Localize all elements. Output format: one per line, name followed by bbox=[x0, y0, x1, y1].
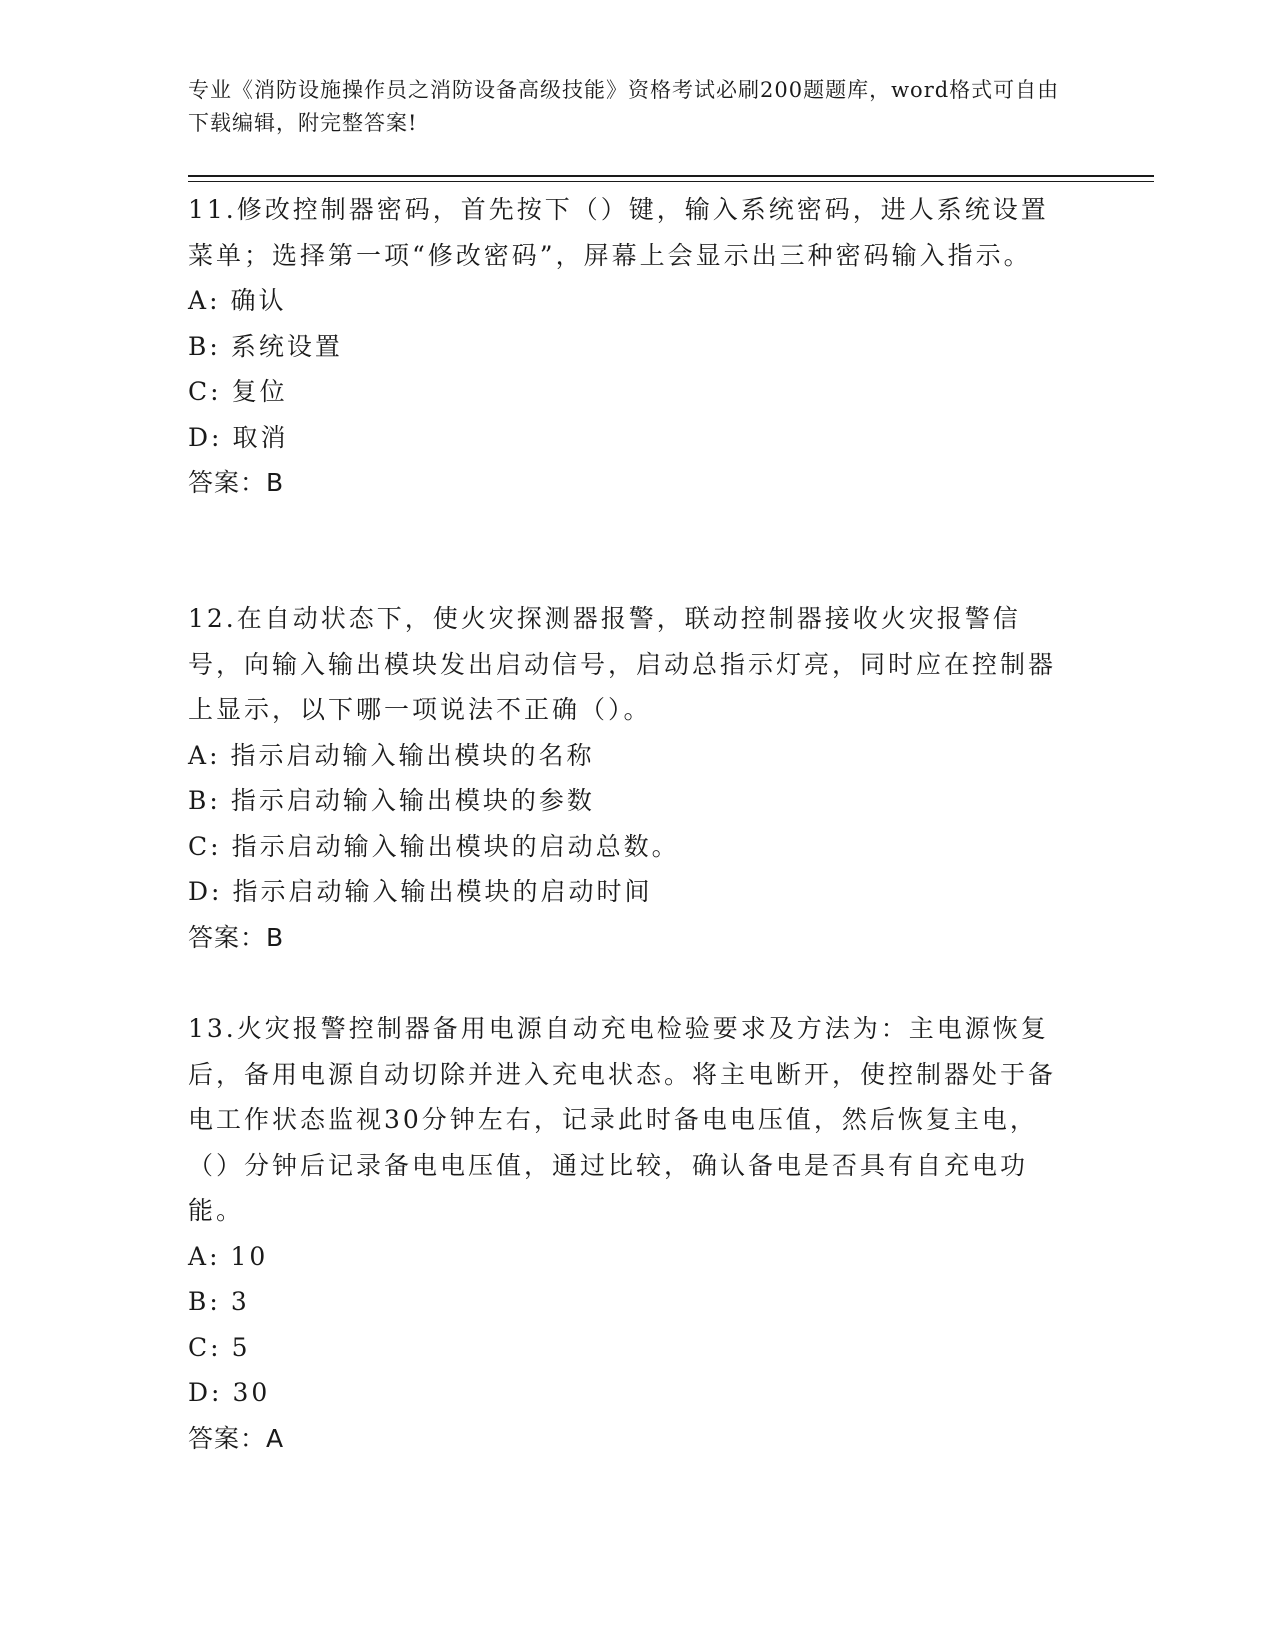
option-letter: B bbox=[188, 331, 210, 361]
header-rule-thin bbox=[188, 181, 1154, 182]
option-letter: D bbox=[188, 1378, 212, 1407]
option-separator: : bbox=[209, 740, 221, 770]
option-text: 指示启动输入输出模块的名称 bbox=[230, 740, 595, 770]
option-text: 3 bbox=[230, 1287, 250, 1316]
option-separator: : bbox=[209, 1241, 221, 1271]
question-11 bbox=[188, 187, 1068, 506]
option-letter: C bbox=[188, 377, 211, 406]
option-b bbox=[188, 778, 1068, 824]
option-separator: : bbox=[209, 1287, 221, 1316]
document-header: 专业《消防设施操作员之消防设备高级技能》资格考试必刷200题题库，word格式可自由下载编辑，附完整答案! bbox=[188, 78, 1060, 135]
option-letter: C bbox=[188, 831, 211, 861]
option-c bbox=[188, 369, 1068, 415]
option-text: 30 bbox=[232, 1378, 271, 1407]
option-b bbox=[188, 1279, 1068, 1325]
option-letter: A bbox=[188, 1241, 210, 1271]
header-rule-thick bbox=[188, 175, 1154, 177]
option-separator: : bbox=[210, 377, 222, 406]
option-separator: : bbox=[211, 1378, 223, 1407]
option-letter: A bbox=[188, 286, 210, 315]
answer-line: 答案：B bbox=[188, 922, 285, 952]
option-text: 系统设置 bbox=[230, 331, 343, 361]
option-text: 取消 bbox=[232, 422, 289, 452]
question-stem: 12.在自动状态下，使火灾探测器报警，联动控制器接收火灾报警信号，向输入输出模块发出启动信号，启动总指示灯亮，同时应在控制器上显示，以下哪一项说法不正确（）。 bbox=[188, 604, 1057, 724]
option-separator: : bbox=[209, 331, 221, 361]
option-separator: : bbox=[210, 831, 222, 861]
option-d bbox=[188, 869, 1068, 915]
option-text: 复位 bbox=[231, 377, 288, 406]
option-text: 5 bbox=[231, 1332, 251, 1362]
option-a bbox=[188, 278, 1068, 324]
option-letter: D bbox=[188, 877, 212, 906]
option-a bbox=[188, 1234, 1068, 1280]
option-letter: B bbox=[188, 786, 210, 815]
answer-line: 答案：A bbox=[188, 1423, 285, 1453]
option-c bbox=[188, 824, 1068, 870]
question-stem: 13.火灾报警控制器备用电源自动充电检验要求及方法为：主电源恢复后，备用电源自动切除并进入充电状态。将主电断开，使控制器处于备电工作状态监视30分钟左右，记录此时备电电压值，然后恢复主电，（）分钟后记录备电电压值，通过比较，确认备电是否具有自充电功能。 bbox=[188, 1014, 1057, 1225]
option-text: 10 bbox=[230, 1241, 269, 1271]
question-12 bbox=[188, 596, 1068, 960]
option-a bbox=[188, 733, 1068, 779]
option-separator: : bbox=[210, 1332, 222, 1362]
answer-line: 答案：B bbox=[188, 468, 285, 497]
option-text: 指示启动输入输出模块的参数 bbox=[230, 786, 595, 815]
option-letter: D bbox=[188, 422, 212, 452]
question-stem: 11.修改控制器密码，首先按下（）键，输入系统密码，进人系统设置菜单；选择第一项“修改密码”，屏幕上会显示出三种密码输入指示。 bbox=[188, 195, 1049, 270]
question-13 bbox=[188, 1006, 1068, 1461]
option-d bbox=[188, 1370, 1068, 1416]
option-text: 指示启动输入输出模块的启动时间 bbox=[232, 877, 653, 906]
option-letter: C bbox=[188, 1332, 211, 1362]
option-text: 确认 bbox=[230, 286, 287, 315]
option-d bbox=[188, 415, 1068, 461]
option-separator: : bbox=[211, 422, 223, 452]
option-text: 指示启动输入输出模块的启动总数。 bbox=[231, 831, 680, 861]
option-c bbox=[188, 1325, 1068, 1371]
option-separator: : bbox=[209, 786, 221, 815]
option-letter: A bbox=[188, 740, 210, 770]
option-letter: B bbox=[188, 1287, 210, 1316]
option-b bbox=[188, 324, 1068, 370]
option-separator: : bbox=[209, 286, 221, 315]
option-separator: : bbox=[211, 877, 223, 906]
